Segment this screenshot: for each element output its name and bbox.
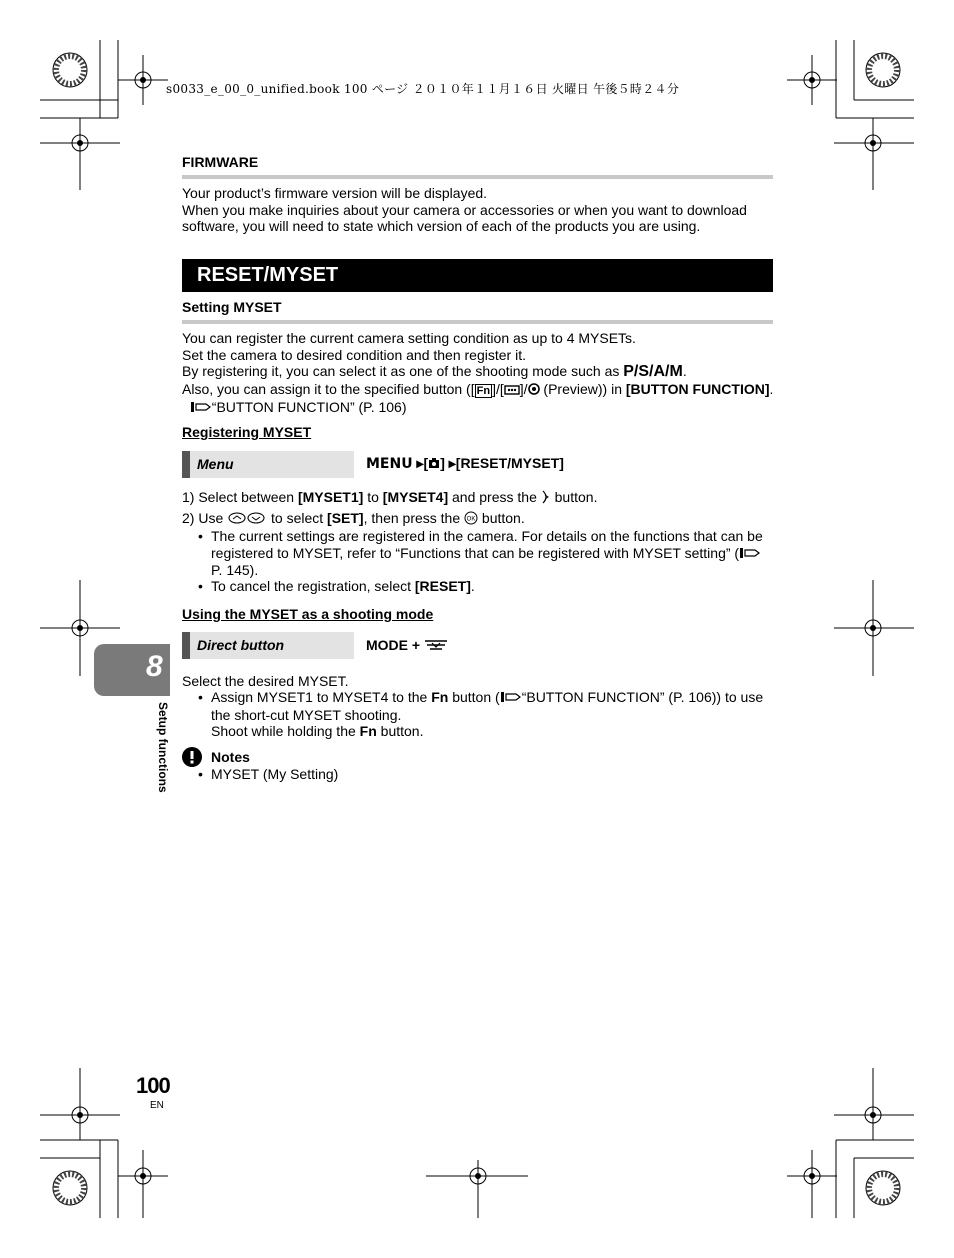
direct-button-box	[182, 632, 354, 659]
list-item	[198, 689, 768, 740]
direct-button-bar	[182, 632, 190, 659]
bullet-dot: •	[198, 578, 203, 594]
shooting-modes: P/S/A/M	[623, 363, 683, 381]
page-number: 100	[136, 1073, 170, 1098]
setting-line1: You can register the current camera setting condition as up to 4 MYSETs.	[182, 330, 636, 346]
menu-bracket-close: ]	[440, 455, 445, 471]
bullet-dot: •	[198, 689, 203, 705]
setting-line3: By registering it, you can select it as one of the shooting mode such as P/S/A/M.	[182, 363, 687, 381]
direct-button-label: Direct button	[197, 637, 285, 653]
setting-line4-d: (Preview)) in	[539, 380, 626, 397]
up-down-pad-icon	[227, 511, 267, 528]
chapter-label: Setup functions	[156, 702, 170, 793]
using-bullet1-b: button (	[448, 689, 500, 705]
setting-line4-b: ]/[	[492, 380, 504, 397]
step1-myset1: [MYSET1]	[297, 489, 364, 505]
step1-c: and press the	[448, 489, 541, 505]
setting-line4-c: ]/	[519, 380, 528, 397]
print-header: s0033_e_00_0_unified.book 100 ページ ２０１０年１１月１６日 火曜日 午後５時２４分	[166, 82, 680, 96]
bullet2-reset: [RESET]	[414, 578, 471, 594]
svg-text:OK: OK	[466, 516, 476, 522]
using-heading: Using the MYSET as a shooting mode	[182, 606, 434, 622]
mode-dial-icon	[424, 638, 448, 655]
step2	[182, 510, 774, 528]
using-bullet1-a: Assign MYSET1 to MYSET4 to the	[211, 689, 432, 705]
bullet-dot: •	[198, 528, 203, 544]
direct-button-value	[366, 637, 448, 655]
section-banner	[182, 259, 773, 292]
setting-line4-ref: “BUTTON FUNCTION” (P. 106)	[211, 399, 407, 416]
registering-heading: Registering MYSET	[182, 424, 312, 440]
reference-icon	[739, 546, 761, 563]
setting-line3-text: By registering it, you can select it as one of the shooting mode such as	[182, 363, 620, 380]
arrow-right-icon: ▸	[416, 455, 424, 471]
step1	[182, 489, 774, 507]
page-language: EN	[150, 1100, 164, 1111]
fn-label: Fn	[431, 689, 449, 705]
section-title: RESET/MYSET	[197, 264, 339, 286]
list-item	[198, 528, 768, 579]
menu-label: Menu	[197, 456, 234, 472]
camera-menu-icon	[428, 456, 440, 472]
setting-line2: Set the camera to desired condition and then register it.	[182, 346, 526, 363]
using-bullet1-c: Shoot while holding the	[211, 723, 360, 740]
bullet1-ref: P. 145).	[211, 562, 259, 579]
bullet-dot: •	[198, 766, 203, 782]
setting-heading: Setting MYSET	[182, 299, 282, 315]
notes-heading: Notes	[211, 749, 250, 765]
arrow-pad-right-icon	[541, 490, 551, 508]
arrow-right-icon: ▸	[448, 455, 456, 471]
list-item	[198, 766, 768, 783]
bullet1-text: The current settings are registered in the camera. For details on the functions that can be registered to MYSET, refer to “Functions that can be registered with MYSET setting” (	[211, 528, 763, 561]
chapter-number: 8	[146, 650, 163, 683]
step1-myset4: [MYSET4]	[382, 489, 449, 505]
firmware-line1: Your product’s firmware version will be displayed.	[182, 185, 488, 201]
bullet2-end: .	[470, 578, 475, 594]
menu-label-box	[182, 451, 354, 478]
using-bullet1-d: button.	[376, 723, 424, 740]
custom-button-icon	[504, 382, 520, 399]
using-line1: Select the desired MYSET.	[182, 673, 349, 689]
step2-c: , then press the	[363, 510, 465, 526]
list-item	[198, 578, 768, 595]
notes-bullet1: MYSET (My Setting)	[211, 766, 339, 782]
setting-line4: Also, you can assign it to the specified button ([ Fn ]/[ ]/ (Preview)) in [BUTTON FUNCTION]. “BUTTON FUNCTION” (P. 106)	[182, 380, 774, 416]
step1-a: 1) Select between	[182, 489, 298, 505]
firmware-line2: When you make inquiries about your camera or accessories or when you want to download software, you will need to state which version of each of the products you are using.	[182, 201, 747, 235]
menu-bracket-open: [	[423, 455, 429, 471]
reference-icon	[500, 690, 522, 707]
firmware-text	[182, 185, 774, 235]
mode-label: MODE +	[366, 637, 424, 653]
step2-b: to select	[267, 510, 328, 526]
preview-icon	[528, 382, 540, 399]
step2-set: [SET]	[327, 510, 364, 526]
bullet2-text: To cancel the registration, select	[211, 578, 415, 594]
menu-item-reset-myset: [RESET/MYSET]	[455, 455, 564, 471]
setting-text	[182, 330, 774, 417]
setting-line4-a: Also, you can assign it to the specified button ([	[182, 380, 475, 397]
reference-icon	[190, 400, 212, 417]
menu-label-bar	[182, 451, 190, 478]
button-function-label: [BUTTON FUNCTION]	[625, 380, 770, 397]
fn-key-icon: Fn	[476, 384, 491, 397]
firmware-heading: FIRMWARE	[182, 154, 259, 170]
menu-path	[366, 455, 564, 472]
ok-button-icon	[464, 511, 478, 529]
menu-key-label: MENU	[366, 456, 413, 472]
step2-a: 2) Use	[182, 510, 228, 526]
divider	[182, 320, 773, 324]
step2-d: button.	[478, 510, 525, 526]
divider	[182, 175, 773, 179]
fn-label: Fn	[359, 723, 377, 740]
step1-d: button.	[550, 489, 598, 505]
using-bullet1-ref: “BUTTON FUNCTION” (P. 106)) to use the short-cut MYSET shooting.	[211, 689, 764, 723]
step1-mid: to	[363, 489, 383, 505]
